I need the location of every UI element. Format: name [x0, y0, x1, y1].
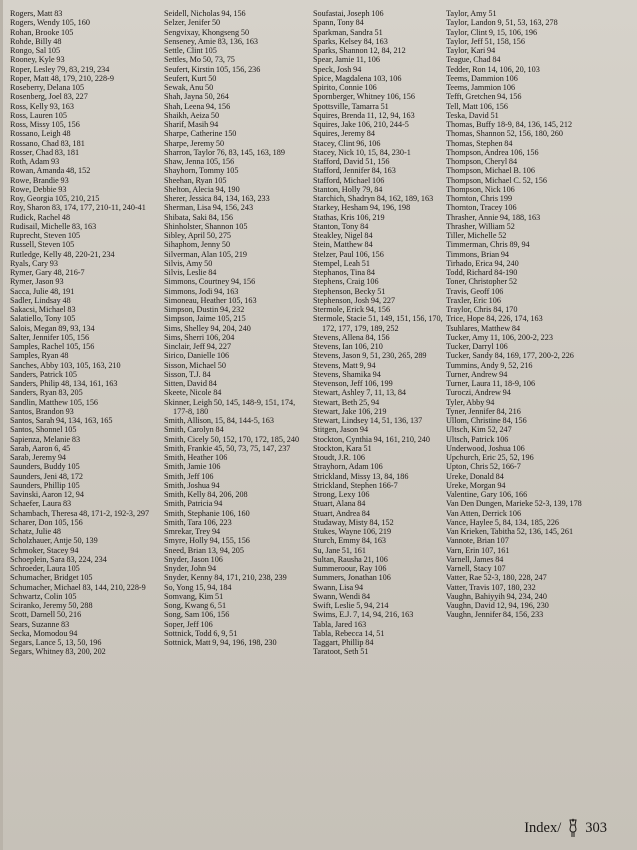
index-entry: Sneed, Brian 13, 94, 205 [164, 545, 244, 555]
index-entry: Strong, Lexy 106 [313, 490, 370, 499]
index-entry: Starchich, Shadryn 84, 162, 189, 163 [313, 194, 434, 203]
index-column-1 [10, 9, 153, 657]
index-entry: Scholzhauer, Antje 50, 139 [10, 536, 98, 546]
index-entry: Tedder, Ron 14, 106, 20, 103 [446, 64, 540, 74]
index-entry: Tiller, Michelle 52 [446, 231, 507, 240]
index-entry: Vannote, Brian 107 [446, 536, 509, 546]
index-entry: Secka, Momodou 94 [10, 628, 78, 638]
index-entry: Sparkman, Sandra 51 [313, 27, 383, 37]
index-entry: Studaway, Misty 84, 152 [313, 517, 394, 527]
index-entry: Shelton, Alecia 94, 190 [164, 184, 240, 194]
index-entry: Thrasher, William 52 [446, 221, 515, 231]
index-entry: Stitgen, Jason 94 [313, 425, 369, 435]
index-entry: Snyder, Jason 106 [164, 554, 223, 564]
index-entry: Soufastai, Joseph 106 [313, 9, 384, 18]
index-entry: Sherman, Lisa 94, 156, 243 [164, 203, 254, 213]
index-entry: Stafford, David 51, 156 [313, 157, 390, 166]
index-entry: Rossano, Chad 83, 181 [10, 138, 85, 148]
index-entry: Tabla, Rebecca 14, 51 [313, 628, 385, 638]
index-entry: Segars, Whitney 83, 200, 202 [10, 647, 106, 657]
index-entry: Roy, Sharon 83, 174, 177, 210-11, 240-41 [10, 203, 146, 213]
index-entry: Stathas, Kris 106, 219 [313, 212, 385, 222]
page-number: 303 [585, 819, 607, 836]
index-entry: Stephenson, Josh 94, 227 [313, 295, 396, 305]
index-entry: Smith, Jamie 106 [164, 462, 221, 472]
index-entry: Ross, Missy 105, 156 [10, 120, 80, 129]
index-entry: Stevenson, Jeff 106, 199 [313, 379, 393, 388]
index-entry: Rohan, Brooke 105 [10, 27, 74, 37]
index-entry: Sewak, Anu 50 [164, 83, 214, 92]
index-entry: Silverman, Alan 105, 219 [164, 249, 248, 259]
index-entry: Ross, Kelly 93, 163 [10, 101, 74, 111]
index-entry: Roseberry, Delana 105 [10, 83, 85, 92]
index-entry: Rosser, Chad 83, 181 [10, 147, 80, 157]
index-entry: Vance, Haylee 5, 84, 134, 185, 226 [446, 517, 560, 527]
index-entry: Schaefer, Laura 83 [10, 499, 72, 509]
index-entry: Summeroour, Ray 106 [313, 564, 387, 573]
index-entry: Stoudt, J.R. 106 [313, 453, 365, 462]
index-entry: Traxler, Eric 106 [446, 295, 501, 305]
index-entry: Van Krieken, Tabitha 52, 136, 145, 261 [446, 527, 574, 536]
index-entry: Vaughn, Jennifer 84, 156, 233 [446, 610, 544, 620]
index-entry: Sanches, Abby 103, 105, 163, 210 [10, 360, 121, 370]
index-entry: Spirito, Connie 106 [313, 83, 377, 92]
hand-torch-emblem-icon [565, 818, 581, 838]
index-entry: Stephanos, Tina 84 [313, 268, 375, 277]
index-entry: Schumacher, Bridget 105 [10, 573, 93, 583]
index-entry: Salois, Megan 89, 93, 134 [10, 323, 95, 333]
index-entry: Schumacher, Michael 83, 144, 210, 228-9 [10, 582, 146, 592]
index-entry: Stanton, Holly 79, 84 [313, 184, 383, 194]
index-entry: Saunders, Buddy 105 [10, 462, 80, 472]
index-entry: Smith, Frankie 45, 50, 73, 75, 147, 237 [164, 443, 291, 453]
index-entry: Stevens, Jason 9, 51, 230, 265, 289 [313, 351, 427, 361]
index-entry: Scott, Darnell 50, 216 [10, 610, 82, 620]
index-entry: Sears, Suzanne 83 [10, 619, 70, 629]
index-entry: Thomas, Buffy 18-9, 84, 136, 145, 212 [446, 120, 573, 129]
index-entry: Taggart, Phillip 84 [313, 638, 374, 647]
index-entry: Smith, Jeff 106 [164, 471, 214, 481]
index-entry: Rohde, Billy 48 [10, 36, 62, 46]
index-entry: Stevens, Matt 9, 94 [313, 360, 376, 370]
index-entry: Tyler, Abby 94 [446, 397, 495, 407]
index-entry: Soper, Jeff 106 [164, 619, 213, 629]
index-entry: Sadler, Lindsay 48 [10, 295, 71, 305]
index-entry: Van Den Dungen, Marieke 52-3, 139, 178 [446, 499, 582, 509]
index-entry: Stacey, Clint 96, 106 [313, 138, 381, 148]
index-entry: Sharron, Taylor 76, 83, 145, 163, 189 [164, 147, 285, 157]
index-entry: Segars, Lance 5, 13, 50, 196 [10, 638, 102, 647]
index-entry: Swann, Lisa 94 [313, 582, 364, 592]
index-entry: Ureke, Morgan 94 [446, 480, 506, 490]
index-entry: Sanders, Ryan 83, 205 [10, 388, 83, 398]
index-entry: Thornton, Chris 199 [446, 194, 513, 203]
index-entry: Stanton, Tony 84 [313, 221, 369, 231]
index-entry: Sharpe, Jeremy 50 [164, 138, 225, 148]
index-entry: Shah, Jayna 50, 264 [164, 92, 229, 102]
index-entry: Thrasher, Annie 94, 188, 163 [446, 212, 541, 222]
index-entry: Schmoker, Stacey 94 [10, 545, 79, 555]
index-entry: Timmerman, Chris 89, 94 [446, 240, 530, 250]
index-entry: Sherer, Jessica 84, 134, 163, 233 [164, 194, 270, 203]
index-entry: Rudick, Rachel 48 [10, 212, 71, 222]
index-entry: Sandlin, Matthew 105, 156 [10, 397, 99, 407]
index-entry: Settle, Clint 105 [164, 46, 217, 55]
index-entry: Stephens, Craig 106 [313, 277, 379, 287]
index-entry: Snyder, Kenny 84, 171, 210, 238, 239 [164, 573, 287, 583]
index-entry: Schatz, Julie 48 [10, 527, 62, 536]
index-entry: So, Yong 15, 94, 184 [164, 582, 232, 592]
index-entry: Song, Sam 106, 156 [164, 610, 230, 620]
index-entry: Traylor, Chris 84, 170 [446, 305, 518, 314]
index-entry: Smith, Stephanie 106, 160 [164, 508, 250, 518]
index-entry: Schroeder, Laura 105 [10, 564, 80, 573]
index-entry: Savinski, Aaron 12, 94 [10, 490, 84, 499]
index-entry: Stevens, Allena 84, 156 [313, 332, 390, 342]
index-entry: Stuart, Alana 84 [313, 499, 366, 509]
index-entry: Roper, Lesley 79, 83, 219, 234 [10, 64, 110, 74]
index-entry: Sheehan, Ryan 105 [164, 175, 227, 185]
index-entry: Strayhorn, Adam 106 [313, 462, 383, 472]
index-entry: Thomas, Stephen 84 [446, 138, 513, 148]
index-entry: Sultan, Rausha 21, 106 [313, 554, 388, 564]
index-entry: Rogers, Wendy 105, 160 [10, 18, 90, 28]
index-entry: Tefft, Gretchen 94, 156 [446, 92, 522, 102]
index-entry: Shah, Leena 94, 156 [164, 101, 231, 111]
index-entry: Stacey, Nick 10, 15, 84, 230-1 [313, 147, 411, 157]
index-entry: Varnell, James 84 [446, 554, 504, 564]
index-entry: Samples, Ryan 48 [10, 351, 69, 361]
index-entry: Tell, Matt 106, 156 [446, 101, 508, 111]
index-entry: Smith, Joshua 94 [164, 480, 220, 490]
index-entry: Rowe, Debbie 93 [10, 184, 67, 194]
index-entry: Teems, Dammion 106 [446, 73, 518, 83]
index-entry: Stephenson, Becky 51 [313, 286, 386, 296]
index-entry: Vaughn, Bahiyyih 94, 234, 240 [446, 591, 547, 601]
index-entry: Salter, Jennifer 105, 156 [10, 332, 90, 342]
index-entry: Stermole, Stacie 51, 149, 151, 156, 170, 172, 177, 179, 189, 252 [313, 314, 443, 333]
index-entry: Thomas, Shannon 52, 156, 180, 260 [446, 129, 563, 139]
index-entry: Stein, Matthew 84 [313, 240, 373, 250]
index-entry: Smyre, Holly 94, 155, 156 [164, 536, 250, 546]
index-entry: Schwartz, Colin 105 [10, 591, 77, 601]
index-entry: Rudisail, Michelle 83, 163 [10, 221, 97, 231]
index-entry: Rutledge, Kelly 48, 220-21, 234 [10, 249, 115, 259]
index-entry: Stuart, Andrea 84 [313, 508, 370, 518]
index-entry: Santos, Brandon 93 [10, 406, 74, 416]
index-entry: Santos, Shonnel 105 [10, 425, 77, 435]
index-entry: Ultsch, Kim 52, 247 [446, 425, 512, 435]
index-entry: Smith, Cicely 50, 152, 170, 172, 185, 240 [164, 434, 300, 444]
index-entry: Spice, Magdalena 103, 106 [313, 73, 402, 83]
index-entry: Santos, Sarah 94, 134, 163, 165 [10, 416, 113, 425]
index-entry: Rogers, Matt 83 [10, 9, 63, 18]
index-entry: Smith, Tara 106, 223 [164, 517, 232, 527]
index-entry: Sisson, T.J. 84 [164, 369, 211, 379]
index-entry: Rooney, Kyle 93 [10, 55, 65, 65]
index-entry: Vatter, Travis 107, 180, 232 [446, 582, 536, 592]
index-entry: Smrekar, Trey 94 [164, 527, 221, 536]
index-entry: Smith, Heather 106 [164, 453, 228, 462]
index-entry: Trice, Hope 84, 226, 174, 163 [446, 314, 543, 324]
index-entry: Snyder, John 94 [164, 564, 217, 573]
index-entry: Ultsch, Patrick 106 [446, 434, 509, 444]
index-entry: Sakacsi, Michael 83 [10, 305, 76, 314]
index-entry: Rymer, Gary 48, 216-7 [10, 268, 85, 277]
index-entry: Simmons, Jodi 94, 163 [164, 286, 239, 296]
index-entry: Silvis, Leslie 84 [164, 268, 217, 277]
index-entry: Rongo, Sal 105 [10, 46, 61, 55]
index-entry: Tucker, Darryl 106 [446, 342, 508, 351]
index-entry: Todd, Richard 84-190 [446, 268, 518, 277]
index-entry: Schoeplein, Sara 83, 224, 234 [10, 554, 107, 564]
index-entry: Stempel, Leah 51 [313, 258, 370, 268]
index-entry: Sarab, Jeremy 94 [10, 453, 67, 462]
index-column-2 [164, 9, 307, 647]
index-entry: Simpson, Dustin 94, 232 [164, 305, 245, 314]
index-entry: Travis, Geoff 106 [446, 286, 504, 296]
index-entry: Toner, Christopher 52 [446, 277, 518, 287]
index-entry: Ullom, Christine 84, 156 [446, 416, 527, 425]
index-entry: Varnell, Stacy 107 [446, 564, 506, 573]
index-entry: Turoczi, Andrew 94 [446, 388, 511, 398]
index-entry: Teska, David 51 [446, 110, 499, 120]
page-binding-edge [0, 0, 3, 850]
index-entry: Song, Kwang 6, 51 [164, 601, 227, 610]
index-entry: Tummins, Andy 9, 52, 216 [446, 360, 533, 370]
index-entry: Smith, Kelly 84, 206, 208 [164, 490, 248, 499]
index-entry: Stukes, Wayne 106, 219 [313, 527, 392, 536]
index-entry: Shinholster, Shannon 105 [164, 221, 248, 231]
index-entry: Valentine, Gary 106, 166 [446, 490, 528, 499]
index-entry: Stevens, Ian 106, 210 [313, 342, 383, 351]
index-entry: Shibata, Saki 84, 156 [164, 212, 233, 222]
index-entry: Seufert, Kurt 50 [164, 73, 217, 83]
index-entry: Russell, Steven 105 [10, 240, 75, 250]
index-entry: Roth, Adam 93 [10, 157, 60, 166]
index-entry: Sparks, Shannon 12, 84, 212 [313, 46, 406, 55]
index-entry: Vatter, Rae 52-3, 180, 228, 247 [446, 573, 547, 583]
index-entry: Sims, Sherri 106, 204 [164, 332, 235, 342]
index-entry: Spann, Tony 84 [313, 18, 364, 28]
index-entry: Somvang, Kim 51 [164, 591, 224, 601]
index-entry: Simpson, Jaime 105, 215 [164, 314, 246, 324]
index-entry: Settles, Mo 50, 73, 75 [164, 55, 235, 65]
index-entry: Ross, Lauren 105 [10, 110, 67, 120]
index-entry: Spottsville, Tamarra 51 [313, 101, 389, 111]
index-entry: Roy, Georgia 105, 210, 215 [10, 194, 100, 203]
index-entry: Sapienza, Melanie 83 [10, 434, 81, 444]
index-entry: Stewart, Jake 106, 219 [313, 406, 387, 416]
index-entry: Stockton, Kara 51 [313, 443, 372, 453]
index-entry: Strickland, Missy 13, 84, 186 [313, 471, 409, 481]
index-entry: Upchurch, Eric 25, 52, 196 [446, 453, 534, 462]
index-entry: Shaikh, Aeiza 50 [164, 110, 220, 120]
index-entry: Seidell, Nicholas 94, 156 [164, 9, 246, 18]
index-entry: Taratoot, Seth 51 [313, 647, 369, 657]
index-entry: Simmons, Courtney 94, 156 [164, 277, 256, 287]
index-entry: Saunders, Phillip 105 [10, 480, 80, 490]
index-entry: Vaughn, David 12, 94, 196, 230 [446, 601, 549, 610]
index-entry: Selzer, Jenifer 50 [164, 18, 221, 28]
index-entry: Shaw, Jenna 105, 156 [164, 157, 235, 166]
index-entry: Simoneau, Heather 105, 163 [164, 295, 257, 305]
index-entry: Swift, Leslie 5, 94, 214 [313, 601, 389, 610]
index-entry: Tsuhlares, Matthew 84 [446, 323, 521, 333]
index-entry: Steakley, Nigel 84 [313, 231, 373, 240]
index-entry: Sihaphom, Jenny 50 [164, 240, 231, 250]
index-entry: Samples, Rachel 105, 156 [10, 342, 95, 351]
index-entry: Turner, Andrew 94 [446, 369, 508, 379]
index-entry: Smith, Carolyn 84 [164, 425, 224, 435]
index-entry: Rymer, Jason 93 [10, 277, 64, 287]
index-entry: Upton, Chris 52, 166-7 [446, 462, 521, 472]
index-entry: Tabla, Jared 163 [313, 619, 367, 629]
index-entry: Sisson, Michael 50 [164, 360, 226, 370]
index-entry: Sanders, Philip 48, 134, 161, 163 [10, 379, 118, 388]
index-entry: Rowe, Brandie 93 [10, 175, 69, 185]
index-entry: Sengvixay, Khongseng 50 [164, 27, 250, 37]
index-entry: Salatiello, Tony 105 [10, 314, 76, 324]
index-entry: Stockton, Cynthia 94, 161, 210, 240 [313, 434, 430, 444]
index-entry: Stevens, Shamika 94 [313, 369, 381, 379]
index-entry: Sottnick, Todd 6, 9, 51 [164, 628, 238, 638]
index-entry: Taylor, Landon 9, 51, 53, 163, 278 [446, 18, 558, 28]
index-entry: Tucker, Sandy 84, 169, 177, 200-2, 226 [446, 351, 574, 361]
index-entry: Ryals, Cary 93 [10, 258, 58, 268]
index-entry: Sirico, Danielle 106 [164, 351, 230, 361]
index-entry: Squires, Brenda 11, 12, 94, 163 [313, 110, 415, 120]
index-columns [10, 9, 632, 809]
index-entry: Sturch, Emmy 84, 163 [313, 536, 387, 546]
index-entry: Ureke, Donald 84 [446, 471, 504, 481]
index-entry: Underwood, Joshua 106 [446, 443, 525, 453]
index-entry: Sharif, Masih 94 [164, 120, 219, 129]
index-entry: Thompson, Andrea 106, 156 [446, 147, 539, 157]
index-entry: Roper, Matt 48, 179, 210, 228-9 [10, 73, 114, 83]
index-entry: Teague, Chad 84 [446, 55, 501, 65]
index-entry: Skinner, Leigh 50, 145, 148-9, 151, 174, 177-8, 180 [164, 397, 296, 416]
index-entry: Turner, Laura 11, 18-9, 106 [446, 379, 536, 388]
index-column-3 [313, 9, 456, 657]
index-entry: Sims, Shelley 94, 204, 240 [164, 323, 251, 333]
index-entry: Swann, Wendi 84 [313, 591, 371, 601]
index-entry: Seufert, Kirstin 105, 156, 236 [164, 64, 261, 74]
index-entry: Spornberger, Whitney 106, 156 [313, 92, 415, 102]
index-entry: Timmons, Brian 94 [446, 249, 510, 259]
index-entry: Tucker, Amy 11, 106, 200-2, 223 [446, 332, 553, 342]
index-entry: Sciranko, Jeremy 50, 288 [10, 601, 93, 610]
index-entry: Senseney, Amie 83, 136, 163 [164, 36, 259, 46]
index-entry: Smith, Patricia 94 [164, 499, 223, 509]
index-entry: Rowan, Amanda 48, 152 [10, 166, 91, 176]
index-entry: Stermole, Erick 94, 156 [313, 305, 391, 314]
index-entry: Rosenberg, Joel 83, 227 [10, 92, 88, 102]
index-entry: Taylor, Amy 51 [446, 9, 497, 18]
footer-index-label: Index/ [524, 819, 562, 836]
index-entry: Stafford, Michael 106 [313, 175, 385, 185]
index-entry: Sparks, Kelsey 84, 163 [313, 36, 388, 46]
index-entry: Smith, Allison, 15, 84, 144-5, 163 [164, 416, 274, 425]
index-entry: Taylor, Jeff 51, 158, 156 [446, 36, 525, 46]
index-entry: Stewart, Lindsey 14, 51, 136, 137 [313, 416, 423, 425]
index-entry: Tyner, Jennifer 84, 216 [446, 406, 521, 416]
index-entry: Stelzer, Paul 106, 156 [313, 249, 384, 259]
index-entry: Ruprecht, Steven 105 [10, 231, 81, 240]
index-entry: Starkey, Hesham 94, 196, 198 [313, 203, 411, 213]
index-entry: Rossano, Leigh 48 [10, 129, 71, 139]
index-entry: Swims, E.J. 7, 14, 94, 216, 163 [313, 610, 414, 620]
index-entry: Thompson, Michael B. 106 [446, 166, 535, 176]
index-entry: Spear, Jamie 11, 106 [313, 55, 380, 65]
page-footer [524, 818, 607, 838]
index-entry: Thompson, Cheryl 84 [446, 157, 518, 166]
index-entry: Squires, Jake 106, 210, 244-5 [313, 120, 409, 129]
index-entry: Stewart, Ashley 7, 11, 13, 84 [313, 388, 407, 398]
index-entry: Strickland, Stephen 166-7 [313, 480, 398, 490]
index-entry: Squires, Jeremy 84 [313, 129, 375, 139]
index-entry: Tirhado, Erica 94, 240 [446, 258, 519, 268]
index-entry: Speck, Josh 94 [313, 64, 362, 74]
index-entry: Schambach, Theresa 48, 171-2, 192-3, 297 [10, 508, 150, 518]
index-entry: Sinclair, Jeff 94, 227 [164, 342, 232, 351]
index-entry: Taylor, Clint 9, 15, 106, 196 [446, 27, 538, 37]
index-entry: Stafford, Jennifer 84, 163 [313, 166, 396, 176]
index-entry: Su, Jane 51, 161 [313, 545, 366, 555]
index-entry: Taylor, Kari 94 [446, 46, 496, 55]
index-entry: Stewart, Beth 25, 94 [313, 397, 380, 407]
index-entry: Thompson, Michael C. 52, 156 [446, 175, 547, 185]
index-entry: Teems, Jammion 106 [446, 83, 516, 92]
index-entry: Thompson, Nick 106 [446, 184, 515, 194]
index-entry: Van Atten, Derrick 106 [446, 508, 522, 518]
index-entry: Silvis, Amy 50 [164, 258, 213, 268]
index-entry: Summers, Jonathan 106 [313, 573, 391, 583]
index-entry: Shayhorn, Tommy 105 [164, 166, 239, 176]
index-entry: Varn, Erin 107, 161 [446, 545, 510, 555]
index-entry: Saunders, Jeni 48, 172 [10, 471, 84, 481]
index-column-4 [446, 9, 589, 620]
index-entry: Scharer, Don 105, 156 [10, 517, 83, 527]
index-entry: Sarab, Aaron 6, 45 [10, 443, 71, 453]
index-entry: Sharpe, Catherine 150 [164, 129, 237, 139]
index-entry: Skeete, Nicole 84 [164, 388, 222, 398]
index-entry: Sibley, April 50, 275 [164, 231, 232, 240]
index-entry: Thornton, Tracey 106 [446, 203, 517, 213]
index-entry: Sanders, Patrick 105 [10, 369, 77, 379]
index-entry: Sacca, Julie 48, 191 [10, 286, 75, 296]
index-entry: Sottnick, Matt 9, 94, 196, 198, 230 [164, 638, 277, 647]
index-entry: Sitten, David 84 [164, 379, 217, 388]
